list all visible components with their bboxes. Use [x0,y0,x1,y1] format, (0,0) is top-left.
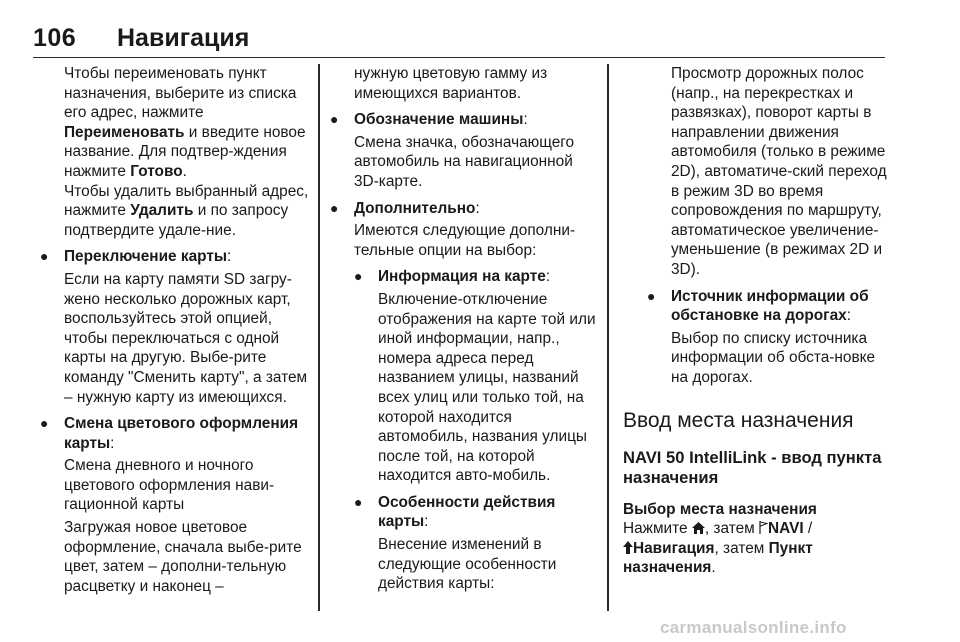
paragraph-continuation: Просмотр дорожных полос (напр., на перекрестках и развязках), поворот карты в направлении движения автомобиля (только в режиме 2D), автоматиче-ский переход в режим 3D во время сопровождения по маршруту, автоматическое увеличение-уменьшение (в режимах 2D и 3D). [671,65,887,278]
page-number: 106 [33,24,77,52]
column-3 [623,64,891,578]
menu-term-rename: Переименовать [64,123,185,141]
chapter-title: Навигация [117,24,250,52]
paragraph-delete: Чтобы удалить выбранный адрес, нажмите Удалить и по запросу подтвердите удале-ние. [64,182,309,239]
section-heading: Ввод места назначения [623,408,854,432]
sub-list-item-map-info: ● Информация на карте: Включение-отключение отображения на карте той или иной информации, напр., номера адреса перед названием улицы, названий всех улиц или только той, на которой находится автомобиль, названия улицы после той, на которой находится авто-мобиль. [354,268,596,485]
watermark: carmanualsonline.info [660,618,847,637]
paragraph-instructions: Нажмите , затем NAVI / Навигация, затем Пункт назначения. [623,520,813,577]
list-item-switch-map: ● Переключение карты: Если на карту памяти SD загру-жено несколько дорожных карт, воспользуйтесь этой опцией, чтобы переключаться с одной карты на другую. Выбе-рите команду "Сменить карту", а затем – нужную карту из имеющихся. [40,248,308,406]
list-item-color-scheme: ● Смена цветового оформления карты: Смена дневного и ночного цветового оформления нави-гационной карты Загружая новое цветовое оформление, сначала выбе-рите цвет, затем – дополни-тельную расцветку и наконец – [40,415,302,595]
sub-list-item-traffic-source: ● Источник информации об обстановке на дорогах: Выбор по списку источника информации об обста-новке на дорогах. [647,287,876,386]
bullet-icon: ● [40,415,49,432]
home-icon [692,520,705,537]
list-item-car-symbol: ● Обозначение машины: Смена значка, обозначающего автомобиль на навигационной 3D-карте. [330,111,575,190]
menu-term-done: Готово [130,162,183,180]
page-header [33,16,885,58]
paragraph-continuation: нужную цветовую гамму из имеющихся вариантов. [354,65,548,102]
bullet-icon: ● [330,111,339,128]
flag-icon [759,520,768,537]
subsection-heading: NAVI 50 IntelliLink - ввод пункта назначения [623,447,882,487]
column-2 [330,64,600,594]
bullet-icon: ● [647,287,656,304]
bullet-icon: ● [40,248,49,265]
bullet-icon: ● [354,493,363,510]
paragraph-heading: Выбор места назначения [623,500,817,518]
bullet-icon: ● [330,199,339,216]
navigation-arrow-icon [623,540,633,557]
sub-list-item-map-behavior: ● Особенности действия карты: Внесение изменений в следующие особенности действия карты: [354,493,557,593]
bullet-icon: ● [354,268,363,285]
column-1 [40,64,310,596]
column-divider [607,64,609,611]
column-divider [318,64,320,611]
list-item-advanced: ● Дополнительно: Имеются следующие дополни-тельные опции на выбор: [330,199,576,259]
paragraph-rename: Чтобы переименовать пункт назначения, выберите из списка его адрес, нажмите Переименовать и введите новое название. Для подтвер-ждения нажмите Готово. [64,65,306,180]
menu-term-delete: Удалить [130,202,194,220]
